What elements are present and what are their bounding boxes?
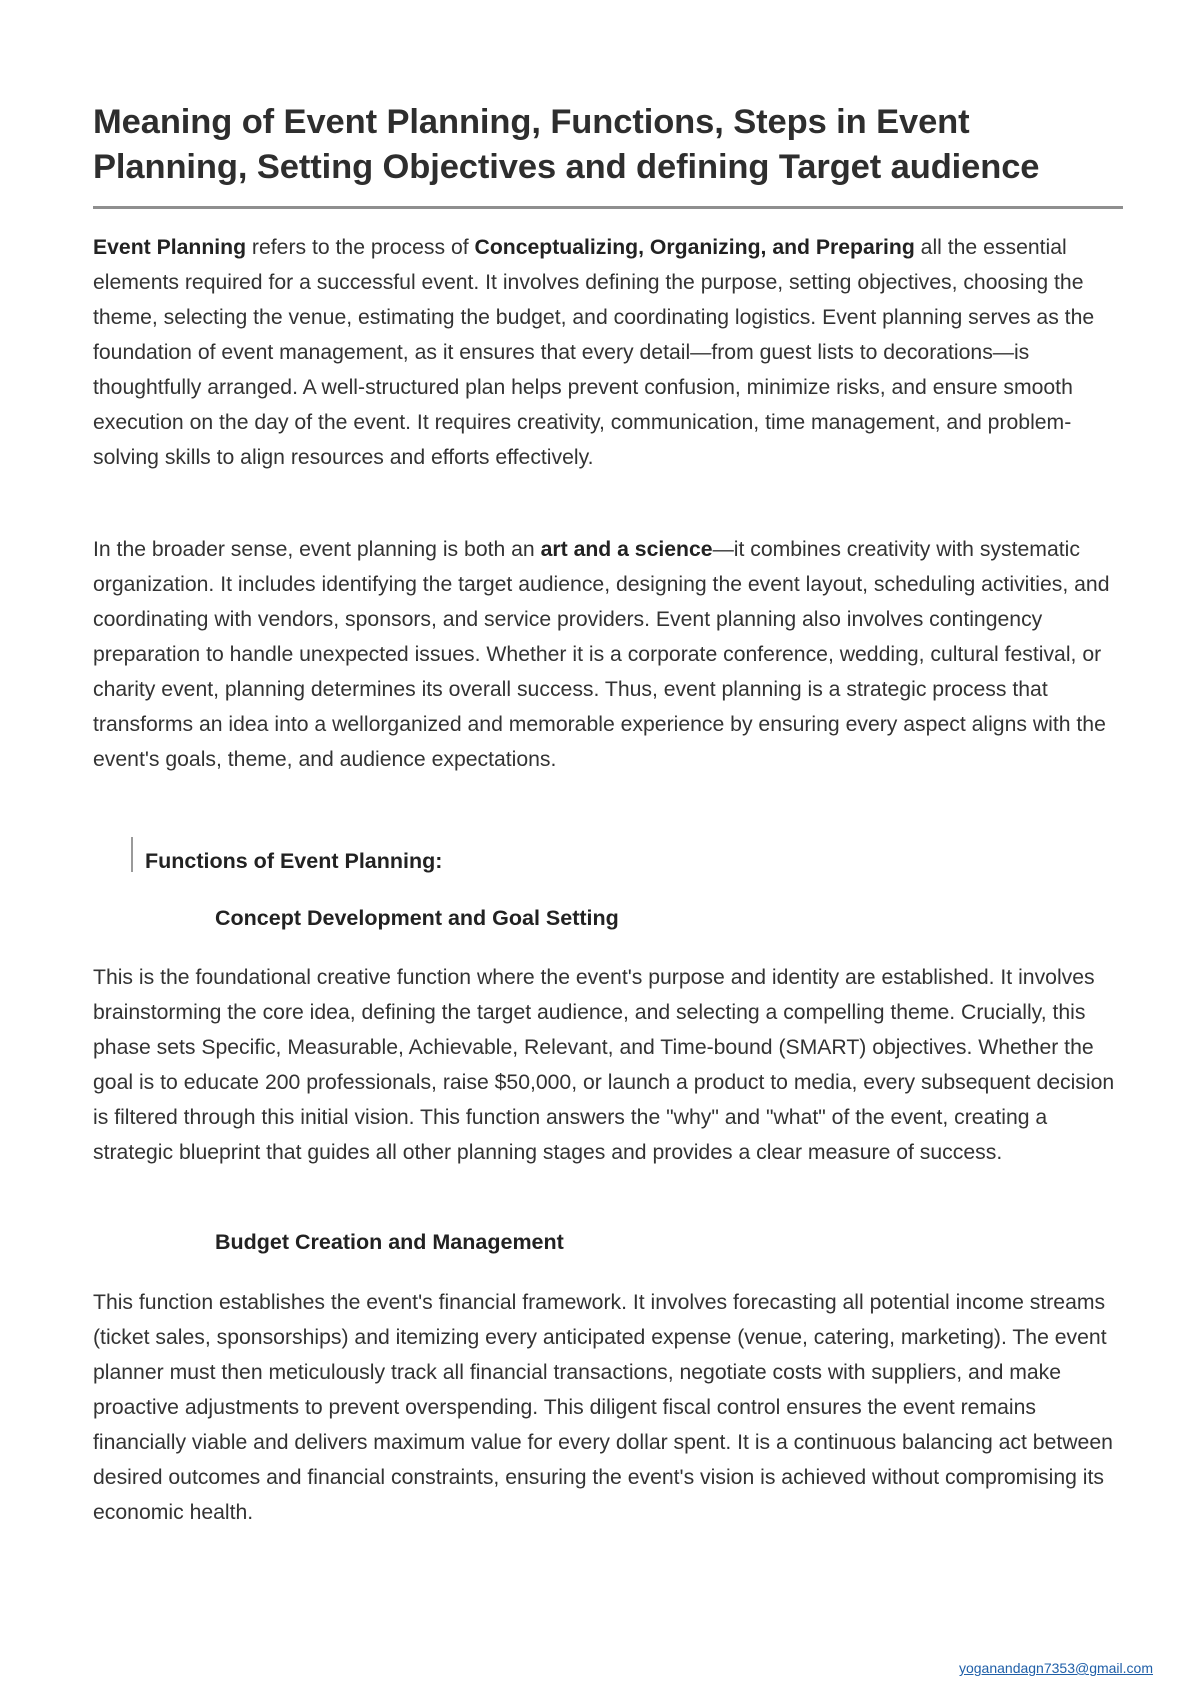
intro-emphasis: Conceptualizing, Organizing, and Preparing: [474, 236, 915, 259]
title-divider: [93, 206, 1123, 209]
broader-text-2: —it combines creativity with systematic organization. It includes identifying the target audience, designing the event layout, scheduling activities, and coordinating with vendors, sponsors, and service providers. Event planning also involves contingency preparation to handle unexpected issues. Whether it is a corporate conference, wedding, cultural festival, or charity event, planning determines its overall success. Thus, event planning is a strategic process that transforms an idea into a wellorganized and memorable experience by ensuring every aspect aligns with the event's goals, theme, and audience expectations.: [93, 538, 1110, 771]
broader-emphasis: art and a science: [540, 538, 713, 561]
page-title: Meaning of Event Planning, Functions, Steps in Event Planning, Setting Objectives and defining Target audience: [93, 103, 1040, 186]
intro-text-2: all the essential elements required for a successful event. It involves defining the purpose, setting objectives, choosing the theme, selecting the venue, estimating the budget, and coordinating logistics. Event planning serves as the foundation of event management, as it ensures that every detail—from guest lists to decorations—is thoughtfully arranged. A well-structured plan helps prevent confusion, minimize risks, and ensure smooth execution on the day of the event. It requires creativity, communication, time management, and problem-solving skills to align resources and efforts effectively.: [93, 236, 1095, 469]
functions-section-heading: Functions of Event Planning:: [145, 849, 443, 873]
section-heading-bar: [131, 837, 133, 872]
budget-management-heading: Budget Creation and Management: [215, 1230, 564, 1254]
concept-development-heading: Concept Development and Goal Setting: [215, 906, 619, 930]
intro-text-1: refers to the process of: [246, 236, 475, 259]
broader-text-1: In the broader sense, event planning is both an: [93, 538, 541, 561]
broader-sense-paragraph: [93, 532, 1123, 777]
budget-management-paragraph: This function establishes the event's financial framework. It involves forecasting all potential income streams (ticket sales, sponsorships) and itemizing every anticipated expense (venue, catering, marketing). The event planner must then meticulously track all financial transactions, negotiate costs with suppliers, and make proactive adjustments to prevent overspending. This diligent fiscal control ensures the event remains financially viable and delivers maximum value for every dollar spent. It is a continuous balancing act between desired outcomes and financial constraints, ensuring the event's vision is achieved without compromising its economic health.: [93, 1291, 1113, 1524]
footer-email-link[interactable]: yoganandagn7353@gmail.com: [958, 1660, 1153, 1676]
concept-development-paragraph: This is the foundational creative function where the event's purpose and identity are established. It involves brainstorming the core idea, defining the target audience, and selecting a compelling theme. Crucially, this phase sets Specific, Measurable, Achievable, Relevant, and Time-bound (SMART) objectives. Whether the goal is to educate 200 professionals, raise $50,000, or launch a product to media, every subsequent decision is filtered through this initial vision. This function answers the "why" and "what" of the event, creating a strategic blueprint that guides all other planning stages and provides a clear measure of success.: [93, 966, 1115, 1164]
intro-term: Event Planning: [93, 236, 247, 259]
intro-paragraph: [93, 230, 1123, 475]
